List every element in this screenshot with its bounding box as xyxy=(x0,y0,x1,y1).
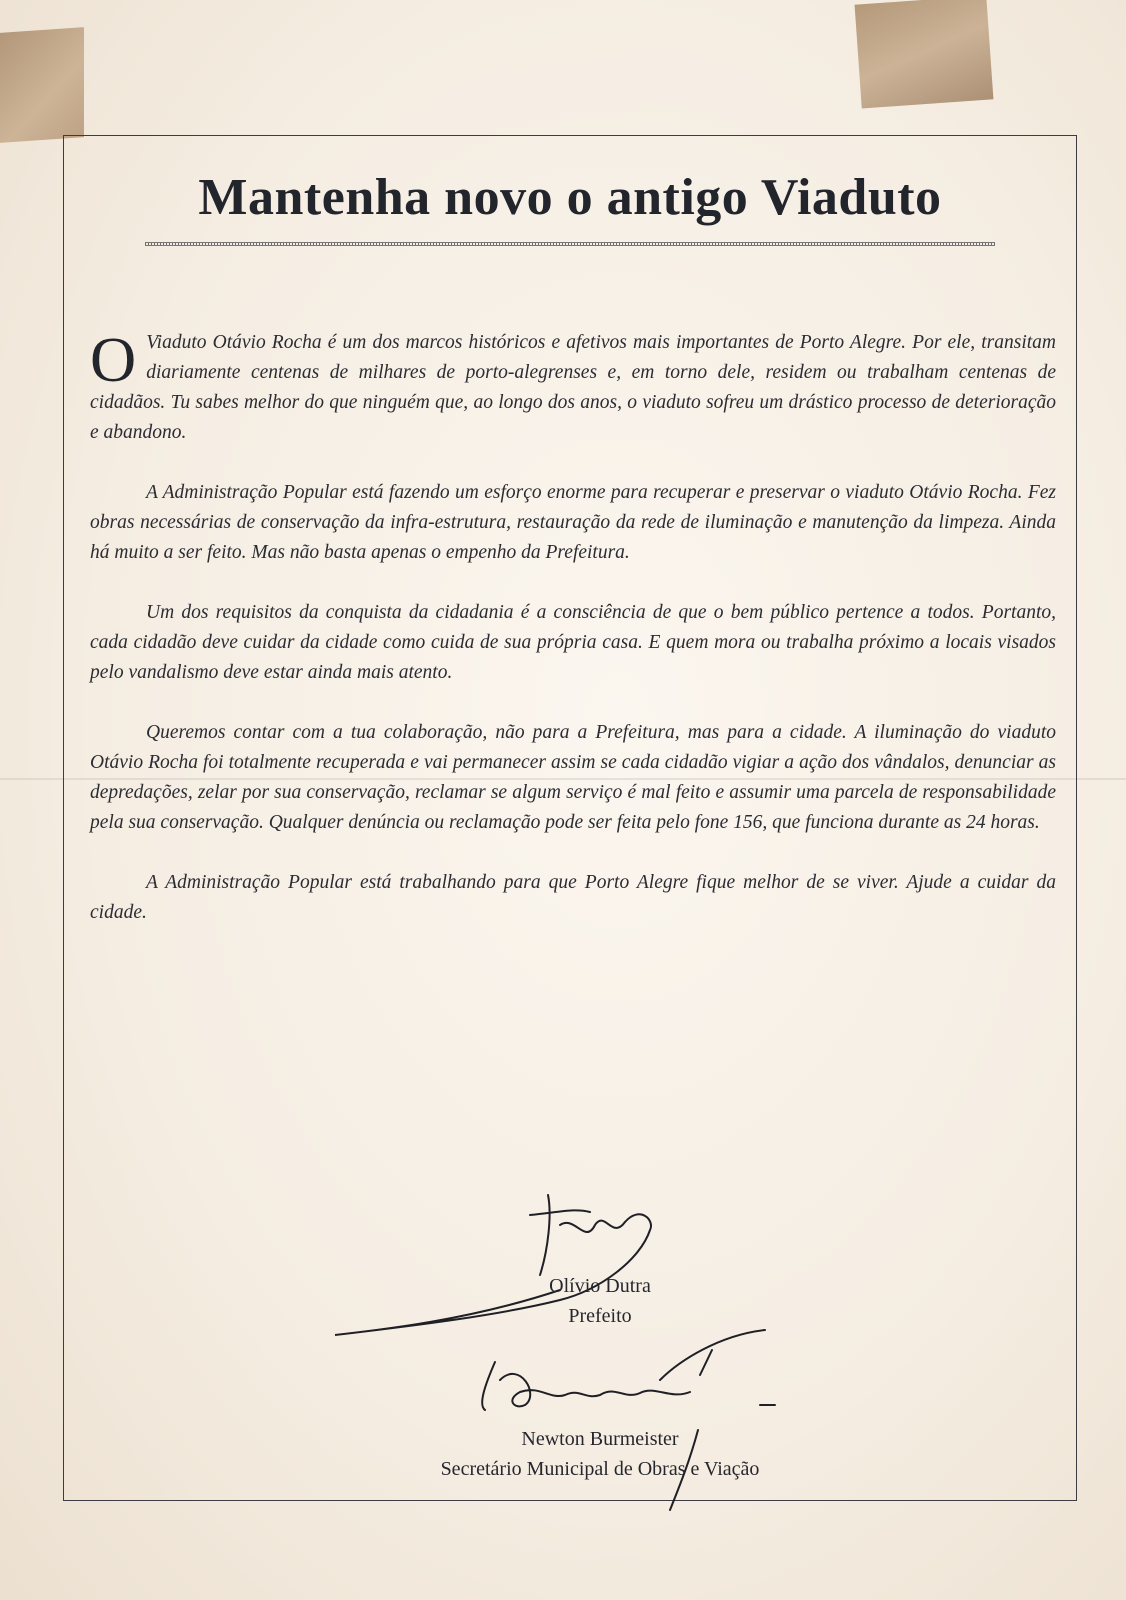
paragraph-5: A Administração Popular está trabalhando para que Porto Alegre fique melhor de se viver. Ajude a cuidar da cidade. xyxy=(90,872,1056,923)
paragraph-1-text: Viaduto Otávio Rocha é um dos marcos históricos e afetivos mais importantes de Porto Alegre. Por ele, transitam diariamente centenas de milhares de porto-alegrenses e, em torno dele, residem ou trabalham centenas de cidadãos. Tu sabes melhor do que ninguém que, ao longo dos anos, o viaduto sofreu um drástico processo de deterioração e abandono. xyxy=(90,332,1056,443)
paragraph-4: Queremos contar com a tua colaboração, não para a Prefeitura, mas para a cidade. A iluminação do viaduto Otávio Rocha foi totalmente recuperada e vai permanecer assim se cada cidadão vigiar a ação dos vândalos, denunciar as depredações, zelar por sua conservação, reclamar se algum serviço é mal feito e assumir uma parcela de responsabilidade pela sua conservação. Qualquer denúncia ou reclamação pode ser feita pelo fone 156, que funciona durante as 24 horas. xyxy=(90,722,1056,833)
document-body xyxy=(90,324,1056,958)
paragraph-2: A Administração Popular está fazendo um esforço enorme para recuperar e preservar o viaduto Otávio Rocha. Fez obras necessárias de conservação da infra-estrutura, restauração da rede de iluminação e manutenção da limpeza. Ainda há muito a ser feito. Mas não basta apenas o empenho da Prefeitura. xyxy=(90,482,1056,563)
signatory-1-name: Olívio Dutra xyxy=(549,1275,651,1297)
paragraph-3: Um dos requisitos da conquista da cidadania é a consciência de que o bem público pertence a todos. Portanto, cada cidadão deve cuidar da cidade como cuida de sua própria casa. E quem mora ou trabalha próximo a locais visados pelo vandalismo deve estar ainda mais atento. xyxy=(90,602,1056,683)
dropcap: O xyxy=(90,324,137,395)
signatory-2-role: Secretário Municipal de Obras e Viação xyxy=(440,1458,760,1480)
signatory-1-role: Prefeito xyxy=(568,1305,632,1327)
tape-right xyxy=(855,0,994,108)
title-rule xyxy=(145,242,995,246)
tape-left xyxy=(0,27,84,143)
signatory-2-name: Newton Burmeister xyxy=(521,1428,679,1450)
document-title: Mantenha novo o antigo Viaduto xyxy=(198,169,942,226)
paragraph-1 xyxy=(90,324,1056,448)
